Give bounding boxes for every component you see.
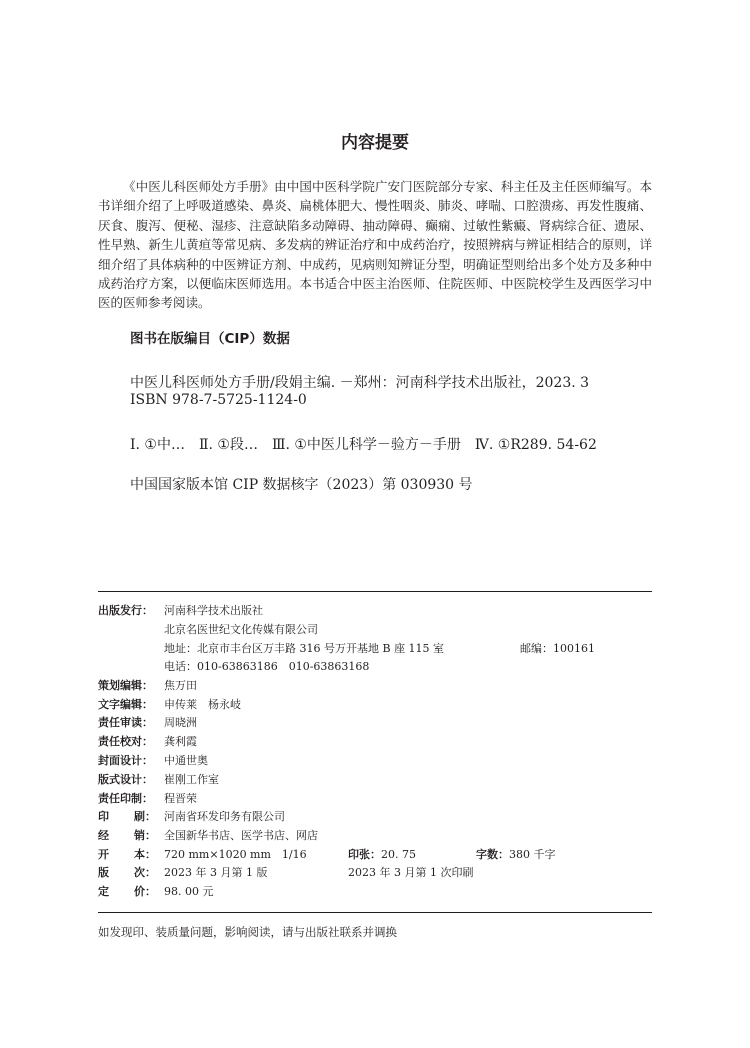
cip-classification: Ⅰ. ①中… Ⅱ. ①段… Ⅲ. ①中医儿科学－验方－手册 Ⅳ. ①R289. 54-62 (130, 437, 597, 453)
words-label: 字数： (476, 848, 509, 861)
printer-label: 印 刷： (98, 810, 156, 823)
edition-value: 2023 年 3 月第 1 版 (164, 866, 268, 879)
summary-paragraph: 《中医儿科医师处方手册》由中国中医科学院广安门医院部分专家、科主任及主任医师编写。本书详细介绍了上呼吸道感染、鼻炎、扁桃体肥大、慢性咽炎、肺炎、哮喘、口腔溃疡、再发性腹痛、厌食、腹泻、便秘、湿疹、注意缺陷多动障碍、抽动障碍、癫痫、过敏性紫癜、肾病综合征、遗尿、性早熟、新生儿黄疸等常见病、多发病的辨证治疗和中成药治疗，按照辨病与辨证相结合的原则，详细介绍了具体病种的中医辨证方剂、中成药，见病则知辨证分型，明确证型则给出多个处方及多种中成药治疗方案，以便临床医师选用。本书适合中医主治医师、住院医师、中医院校学生及西医学习中医的医师参考阅读。 (98, 179, 652, 311)
cip-record-number: 中国国家版本馆 CIP 数据核字（2023）第 030930 号 (130, 477, 473, 493)
printer-value: 河南省环发印务有限公司 (164, 810, 285, 823)
credit-label: 责任校对： (98, 735, 153, 748)
credit-value: 中通世奥 (164, 754, 208, 767)
credit-label: 版式设计： (98, 773, 153, 786)
price-value: 98. 00 元 (164, 885, 214, 898)
publisher-postcode: 邮编：100161 (520, 642, 595, 655)
price-label: 定 价： (98, 885, 156, 898)
credit-value: 申传莱 杨永岐 (164, 698, 241, 711)
quality-notice: 如发现印、装质量问题，影响阅读，请与出版社联系并调换 (98, 925, 397, 939)
credit-value: 焦万田 (164, 679, 197, 692)
credit-label: 策划编辑： (98, 679, 153, 692)
publisher-name: 河南科学技术出版社 (164, 604, 263, 617)
divider-top (98, 591, 652, 592)
divider-bottom (98, 912, 652, 913)
sheets-value: 20. 75 (381, 848, 416, 861)
credit-label: 文字编辑： (98, 698, 153, 711)
publisher-address: 地址：北京市丰台区万丰路 316 号万开基地 B 座 115 室 (164, 642, 445, 655)
distributor-label: 经 销： (98, 829, 156, 842)
publisher-label: 出版发行： (98, 604, 153, 617)
publisher-phone: 电话：010-63863186 010-63863168 (164, 660, 370, 673)
credit-label: 责任审读： (98, 716, 153, 729)
words-value: 380 千字 (509, 848, 556, 861)
credit-value: 程晋荣 (164, 792, 197, 805)
credit-value: 周晓洲 (164, 716, 197, 729)
credit-label: 责任印制： (98, 792, 153, 805)
cip-isbn: ISBN 978-7-5725-1124-0 (130, 392, 307, 408)
sheets-label: 印张： (348, 848, 381, 861)
page-title: 内容提要 (341, 133, 409, 153)
credit-value: 崔刚工作室 (164, 773, 219, 786)
credit-label: 封面设计： (98, 754, 153, 767)
credit-value: 龚利霞 (164, 735, 197, 748)
copublisher-name: 北京名医世纪文化传媒有限公司 (164, 623, 318, 636)
edition-label: 版 次： (98, 866, 156, 879)
format-value: 720 mm×1020 mm 1/16 (164, 848, 307, 861)
distributor-value: 全国新华书店、医学书店、网店 (164, 829, 318, 842)
format-label: 开 本： (98, 848, 156, 861)
cip-bibliographic-line: 中医儿科医师处方手册/段娟主编. －郑州：河南科学技术出版社，2023. 3 (130, 375, 590, 391)
printing-value: 2023 年 3 月第 1 次印刷 (348, 866, 474, 879)
cip-heading: 图书在版编目（CIP）数据 (130, 331, 290, 347)
